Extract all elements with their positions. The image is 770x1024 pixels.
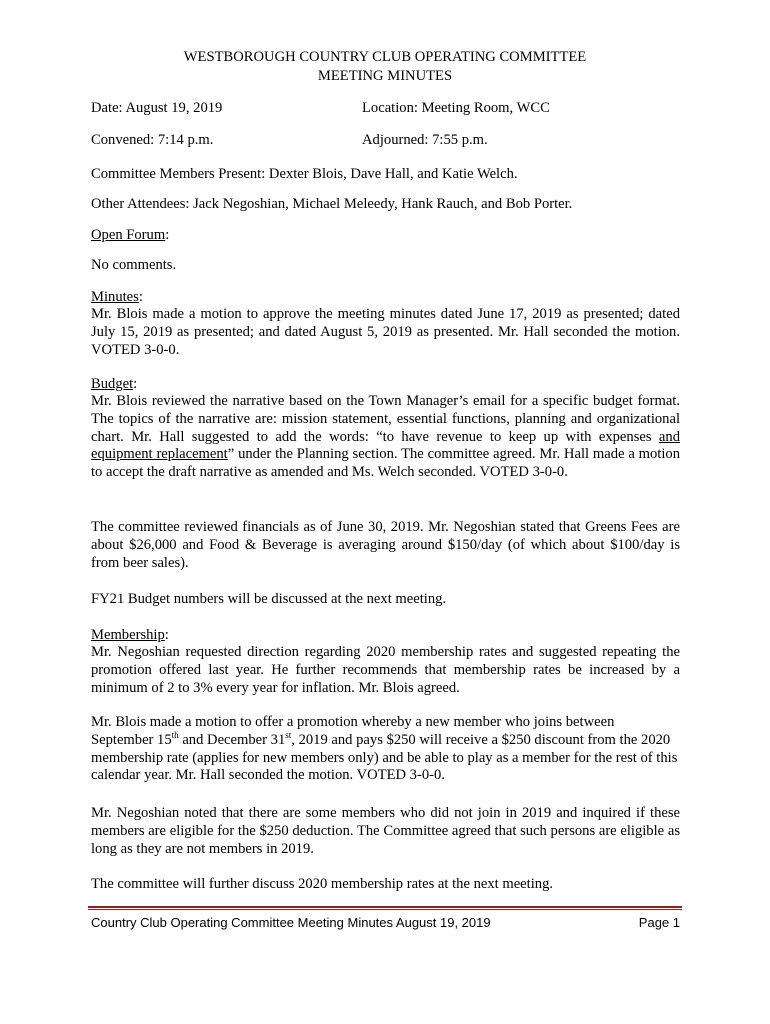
budget-narrative-part-b: ” under the Planning section. The committee agreed. Mr. Hall made a motion to accept the draft narrative as amended and Ms. Welch seconded. VOTED 3-0-0.: [91, 446, 680, 481]
membership-paragraph-4: The committee will further discuss 2020 membership rates at the next meeting.: [91, 876, 554, 892]
budget-narrative: [91, 393, 680, 482]
open-forum-heading: [91, 227, 169, 245]
membership-p2-sup-st: st: [285, 729, 292, 740]
minutes-colon: :: [138, 289, 143, 305]
members-present: Committee Members Present: Dexter Blois, Dave Hall, and Katie Welch.: [91, 166, 518, 182]
footer-rule: [88, 906, 682, 908]
open-forum-heading-text: Open Forum: [91, 227, 166, 243]
membership-p2-sup-th: th: [171, 729, 179, 740]
open-forum-colon: :: [165, 227, 170, 243]
minutes-heading-text: Minutes: [91, 289, 139, 305]
membership-heading: [91, 627, 169, 645]
budget-narrative-underlined: and equipment replacement: [91, 428, 680, 463]
title-line-1: WESTBOROUGH COUNTRY CLUB OPERATING COMMITTEE: [183, 49, 587, 65]
adjourned-time: Adjourned: 7:55 p.m.: [362, 132, 488, 148]
membership-paragraph-2: [91, 714, 680, 785]
budget-heading-text: Budget: [91, 376, 134, 392]
membership-heading-text: Membership: [91, 627, 165, 643]
membership-p2-part-c: , 2019 and pays $250 will receive a $250 discount from the 2020 membership rate (applies for new members only) and be able to play as a member for the rest of this calendar year. Mr. Hall seconded the motion. VOTED 3-0-0.: [91, 731, 678, 784]
title-line-2: MEETING MINUTES: [317, 67, 453, 84]
budget-colon: :: [133, 376, 138, 392]
footer-rule-thin: [88, 909, 682, 910]
convened-time: Convened: 7:14 p.m.: [91, 132, 214, 148]
minutes-heading: [91, 289, 143, 307]
budget-heading: [91, 376, 137, 394]
membership-p2-part-a: Mr. Blois made a motion to offer a promotion whereby a new member who joins between September 15: [91, 714, 615, 748]
open-forum-text: No comments.: [91, 257, 177, 273]
meeting-date: Date: August 19, 2019: [91, 100, 223, 116]
membership-paragraph-3: Mr. Negoshian noted that there are some members who did not join in 2019 and inquired if these members are eligible for the $250 deduction. The Committee agreed that such persons are eligible as long as they are not members in 2019.: [91, 805, 680, 857]
minutes-text: Mr. Blois made a motion to approve the meeting minutes dated June 17, 2019 as presented; dated July 15, 2019 as presented; and dated August 5, 2019 as presented. Mr. Hall seconded the motion. VOTED 3-0-0.: [91, 306, 680, 358]
meeting-location: Location: Meeting Room, WCC: [362, 100, 550, 116]
membership-colon: :: [164, 627, 169, 643]
budget-fy21: FY21 Budget numbers will be discussed at the next meeting.: [91, 591, 447, 607]
membership-p2-part-b: and December 31: [178, 731, 286, 748]
footer-title: Country Club Operating Committee Meeting Minutes August 19, 2019: [91, 915, 491, 930]
page-number: Page 1: [638, 915, 680, 930]
membership-paragraph-1: Mr. Negoshian requested direction regarding 2020 membership rates and suggested repeating the promotion offered last year. He further recommends that membership rates be increased by a minimum of 2 to 3% every year for inflation. Mr. Blois agreed.: [91, 644, 680, 696]
other-attendees: Other Attendees: Jack Negoshian, Michael Meleedy, Hank Rauch, and Bob Porter.: [91, 196, 573, 212]
budget-narrative-part-a: Mr. Blois reviewed the narrative based on the Town Manager’s email for a specific budget format. The topics of the narrative are: mission statement, essential functions, planning and organizational chart. Mr. Hall suggested to add the words: “to have revenue to keep up with expenses: [91, 393, 680, 445]
document-title: [0, 48, 770, 85]
budget-financials: The committee reviewed financials as of June 30, 2019. Mr. Negoshian stated that Greens Fees are about $26,000 and Food & Beverage is averaging around $150/day (of which about $100/day is from beer sales).: [91, 519, 680, 571]
